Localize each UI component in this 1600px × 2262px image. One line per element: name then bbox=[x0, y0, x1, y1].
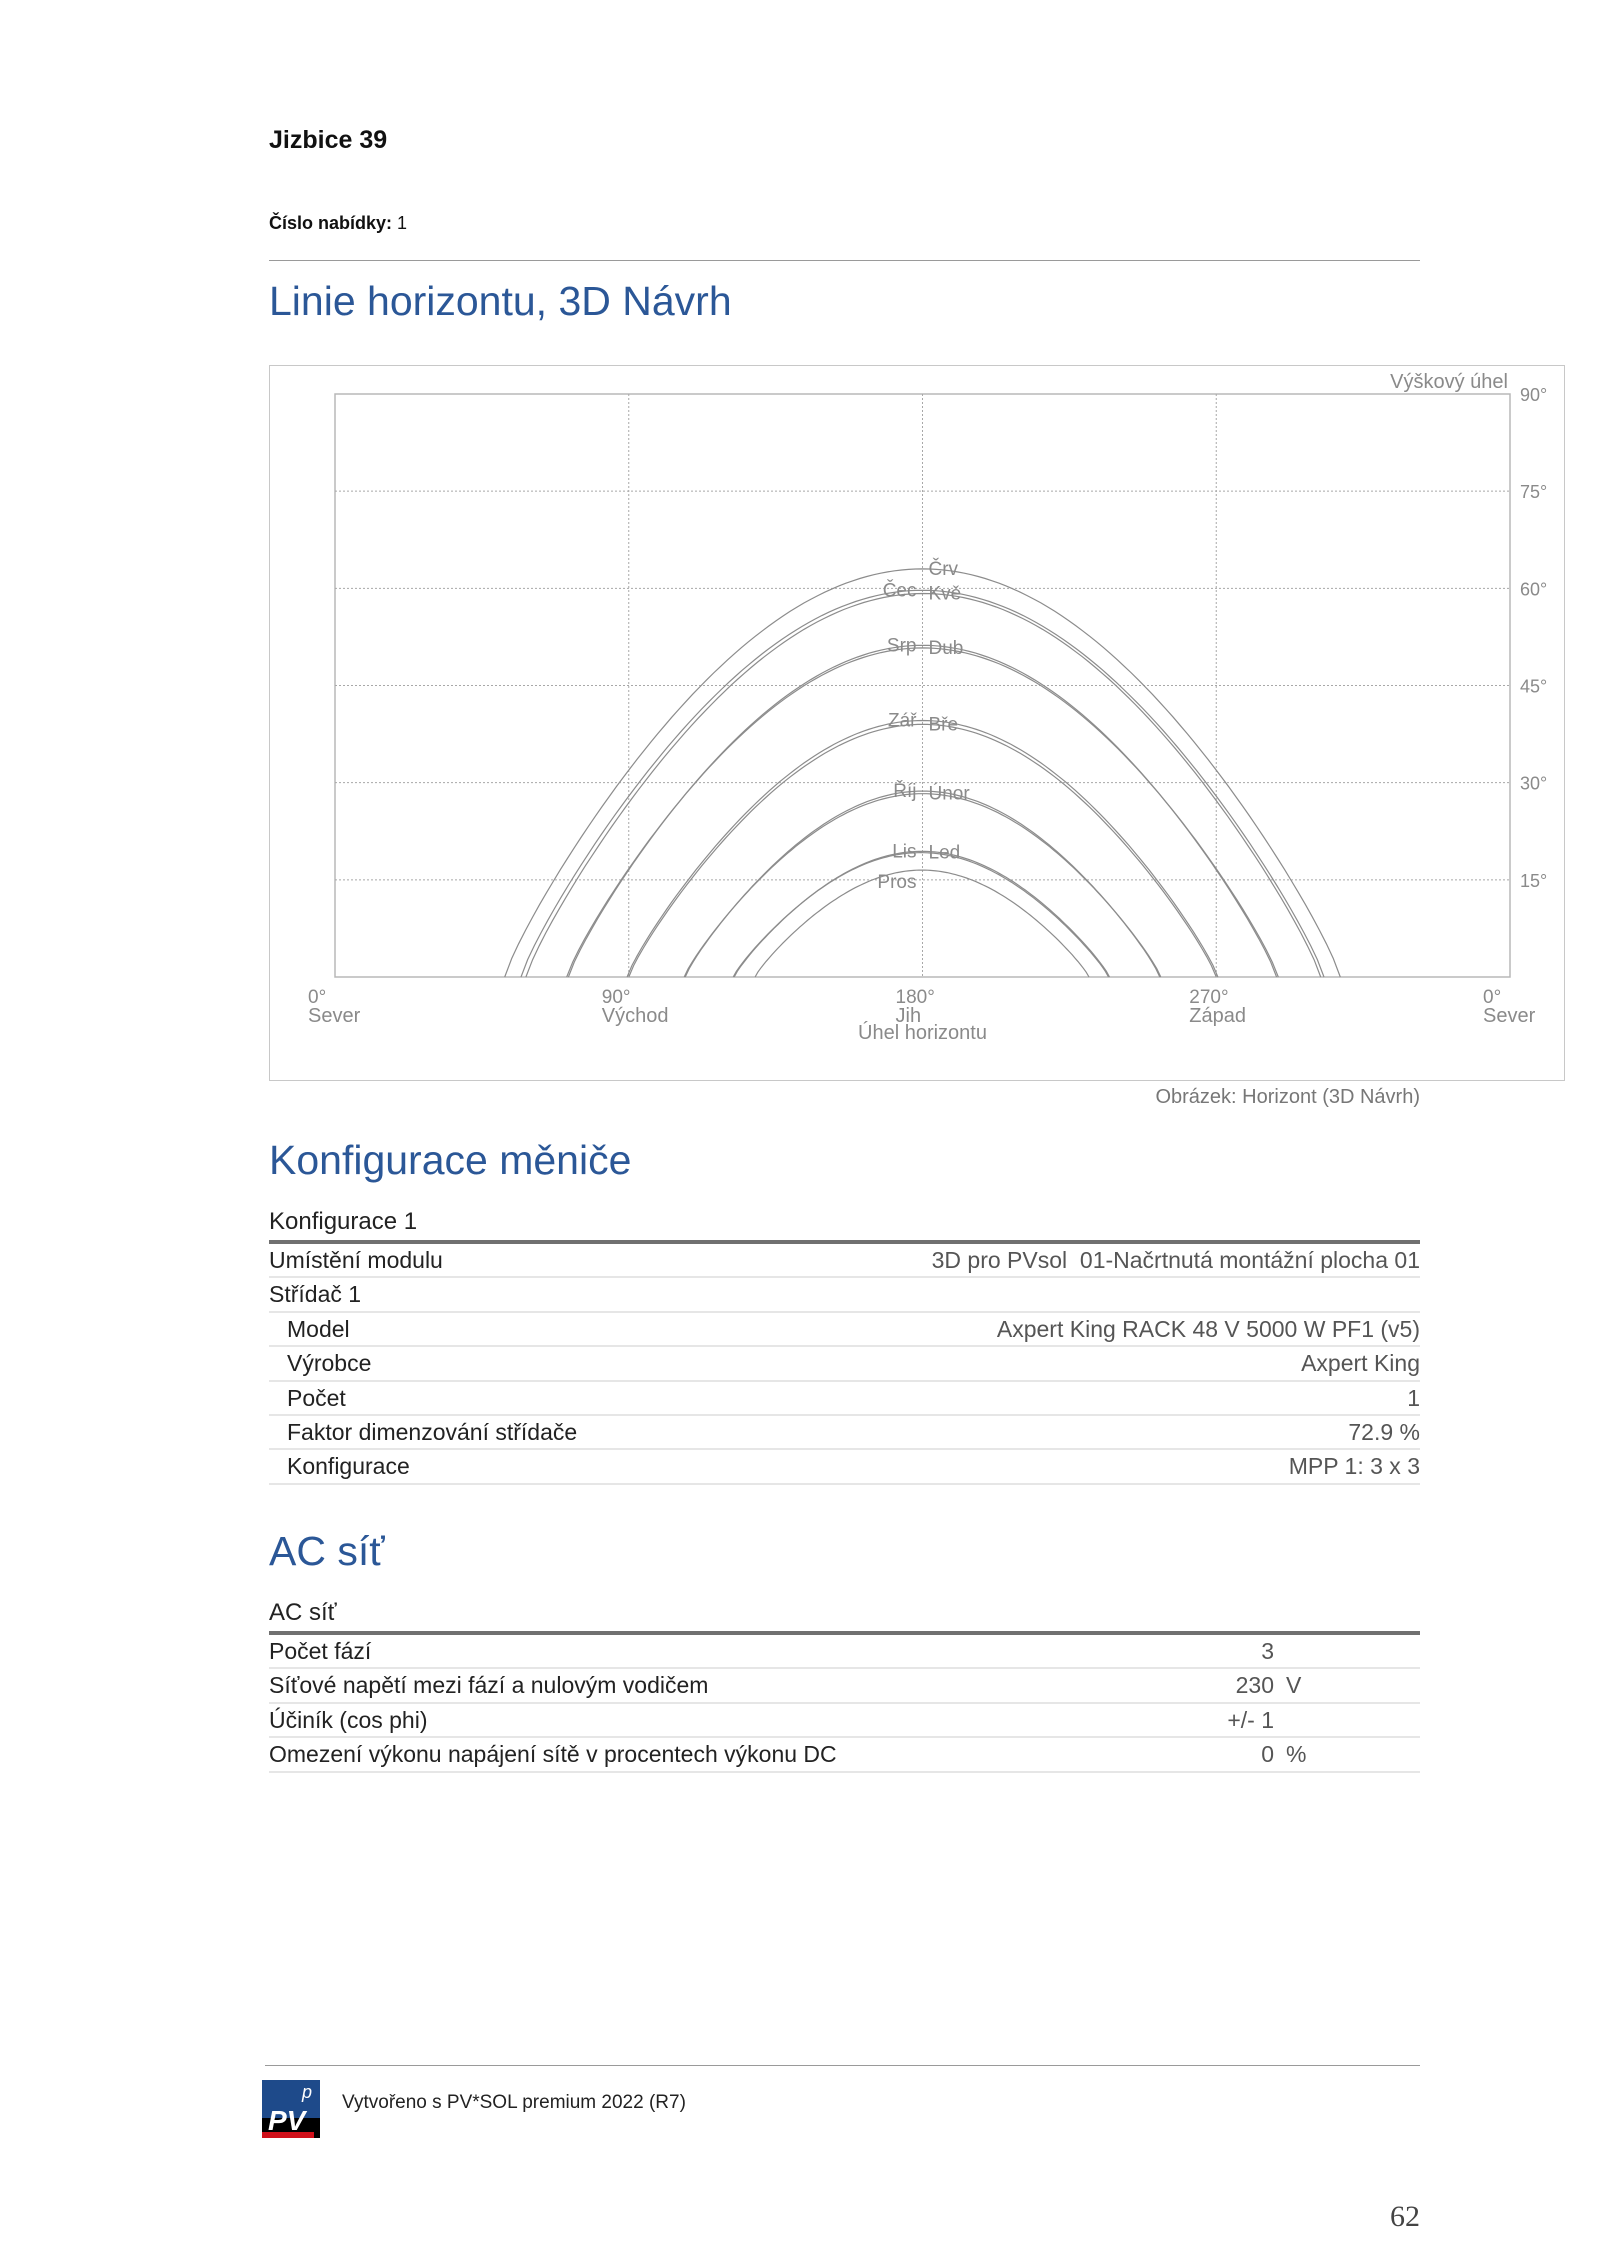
table-row bbox=[269, 1738, 1420, 1772]
offer-number-label: Číslo nabídky: bbox=[269, 213, 393, 233]
row-label: Střídač 1 bbox=[269, 1281, 362, 1308]
month-label: Srp bbox=[886, 635, 917, 657]
row-value: 0 bbox=[1261, 1741, 1274, 1768]
x-tick-name: Jih bbox=[895, 1005, 922, 1027]
y-tick-label: 90° bbox=[1520, 385, 1548, 405]
x-tick-degree: 90° bbox=[601, 987, 631, 1008]
y-tick-label: 30° bbox=[1520, 773, 1548, 794]
row-label: Model bbox=[287, 1315, 350, 1342]
sun-path-2 bbox=[526, 594, 1321, 978]
month-label: Led bbox=[928, 842, 961, 864]
horizon-chart-svg bbox=[270, 366, 1563, 1079]
x-tick-degree: 270° bbox=[1189, 987, 1229, 1008]
x-tick-name: Západ bbox=[1189, 1005, 1246, 1027]
table-row bbox=[269, 1382, 1420, 1416]
y-tick-label: 75° bbox=[1520, 482, 1548, 503]
row-value: +/- 1 bbox=[1227, 1706, 1274, 1733]
table-row bbox=[269, 1244, 1420, 1278]
row-label: Výrobce bbox=[287, 1350, 372, 1377]
row-value: 3 bbox=[1261, 1638, 1274, 1664]
inverter-heading: Konfigurace měniče bbox=[269, 1137, 632, 1183]
inverter-config-table bbox=[269, 1208, 1420, 1485]
ac-grid-table bbox=[269, 1599, 1420, 1773]
row-value: 1 bbox=[1407, 1384, 1420, 1411]
month-label: Kvě bbox=[928, 583, 962, 605]
y-axis-label: Výškový úhel bbox=[1390, 371, 1508, 393]
row-value: MPP 1: 3 x 3 bbox=[1288, 1453, 1420, 1480]
y-tick-label: 45° bbox=[1520, 676, 1548, 697]
page-number: 62 bbox=[1390, 2200, 1420, 2233]
month-label: Zář bbox=[888, 710, 917, 732]
table-row bbox=[269, 1416, 1420, 1450]
horizon-chart bbox=[269, 365, 1565, 1081]
table-row bbox=[269, 1313, 1420, 1347]
offer-number-value: 1 bbox=[397, 213, 408, 233]
ac-table-title: AC síť bbox=[269, 1599, 1420, 1635]
x-tick-name: Sever bbox=[1483, 1005, 1536, 1027]
row-value: Axpert King RACK 48 V 5000 W PF1 (v5) bbox=[996, 1315, 1420, 1342]
row-label: Účiník (cos phi) bbox=[269, 1706, 428, 1733]
created-with-text: Vytvořeno s PV*SOL premium 2022 (R7) bbox=[342, 2092, 686, 2113]
offer-number bbox=[269, 213, 407, 234]
month-label: Lis bbox=[892, 841, 917, 863]
x-tick-name: Sever bbox=[308, 1005, 361, 1027]
footer-divider bbox=[265, 2065, 1420, 2066]
row-value: Axpert King bbox=[1301, 1350, 1420, 1377]
table-row bbox=[269, 1704, 1420, 1738]
project-title: Jizbice 39 bbox=[269, 126, 388, 154]
x-tick-degree: 0° bbox=[308, 987, 327, 1008]
svg-text:PV: PV bbox=[268, 2105, 306, 2136]
x-tick-degree: 180° bbox=[895, 987, 935, 1008]
row-label: Síťové napětí mezi fází a nulovým vodičem bbox=[269, 1672, 709, 1699]
row-label: Konfigurace bbox=[287, 1453, 410, 1480]
y-tick-label: 15° bbox=[1520, 870, 1548, 891]
table-row bbox=[269, 1669, 1420, 1703]
row-label: Umístění modulu bbox=[269, 1247, 443, 1273]
y-tick-label: 60° bbox=[1520, 579, 1548, 600]
month-label: Dub bbox=[928, 637, 964, 659]
table-row bbox=[269, 1450, 1420, 1484]
svg-text:p: p bbox=[302, 2082, 313, 2102]
inverter-table-title: Konfigurace 1 bbox=[269, 1208, 1420, 1244]
table-row bbox=[269, 1635, 1420, 1669]
row-value: 3D pro PVsol 01-Načrtnutá montážní plocha 01 bbox=[931, 1247, 1420, 1273]
month-label: Črv bbox=[928, 558, 959, 580]
x-tick-name: Východ bbox=[601, 1005, 669, 1027]
table-row bbox=[269, 1347, 1420, 1381]
horizon-heading: Linie horizontu, 3D Návrh bbox=[269, 278, 732, 324]
pvsol-logo bbox=[262, 2080, 320, 2138]
x-tick-degree: 0° bbox=[1483, 987, 1502, 1008]
month-label: Bře bbox=[928, 714, 959, 736]
sun-path-10 bbox=[733, 853, 1108, 977]
row-unit: % bbox=[1286, 1741, 1307, 1768]
table-row bbox=[269, 1278, 1420, 1312]
row-label: Omezení výkonu napájení sítě v procentech výkonu DC bbox=[269, 1741, 837, 1768]
month-label: Únor bbox=[928, 783, 970, 805]
row-value: 72.9 % bbox=[1348, 1418, 1420, 1445]
row-label: Počet fází bbox=[269, 1638, 372, 1664]
row-label: Faktor dimenzování střídače bbox=[287, 1418, 578, 1445]
ac-heading: AC síť bbox=[269, 1528, 385, 1574]
header-divider bbox=[269, 260, 1420, 261]
month-label: Čec bbox=[882, 580, 917, 602]
row-value: 230 bbox=[1235, 1672, 1274, 1699]
chart-caption: Obrázek: Horizont (3D Návrh) bbox=[1155, 1086, 1420, 1108]
x-axis-label: Úhel horizontu bbox=[858, 1022, 987, 1044]
row-unit: V bbox=[1286, 1672, 1302, 1699]
month-label: Říj bbox=[893, 781, 917, 803]
row-label: Počet bbox=[287, 1384, 346, 1411]
month-label: Pros bbox=[877, 872, 917, 894]
